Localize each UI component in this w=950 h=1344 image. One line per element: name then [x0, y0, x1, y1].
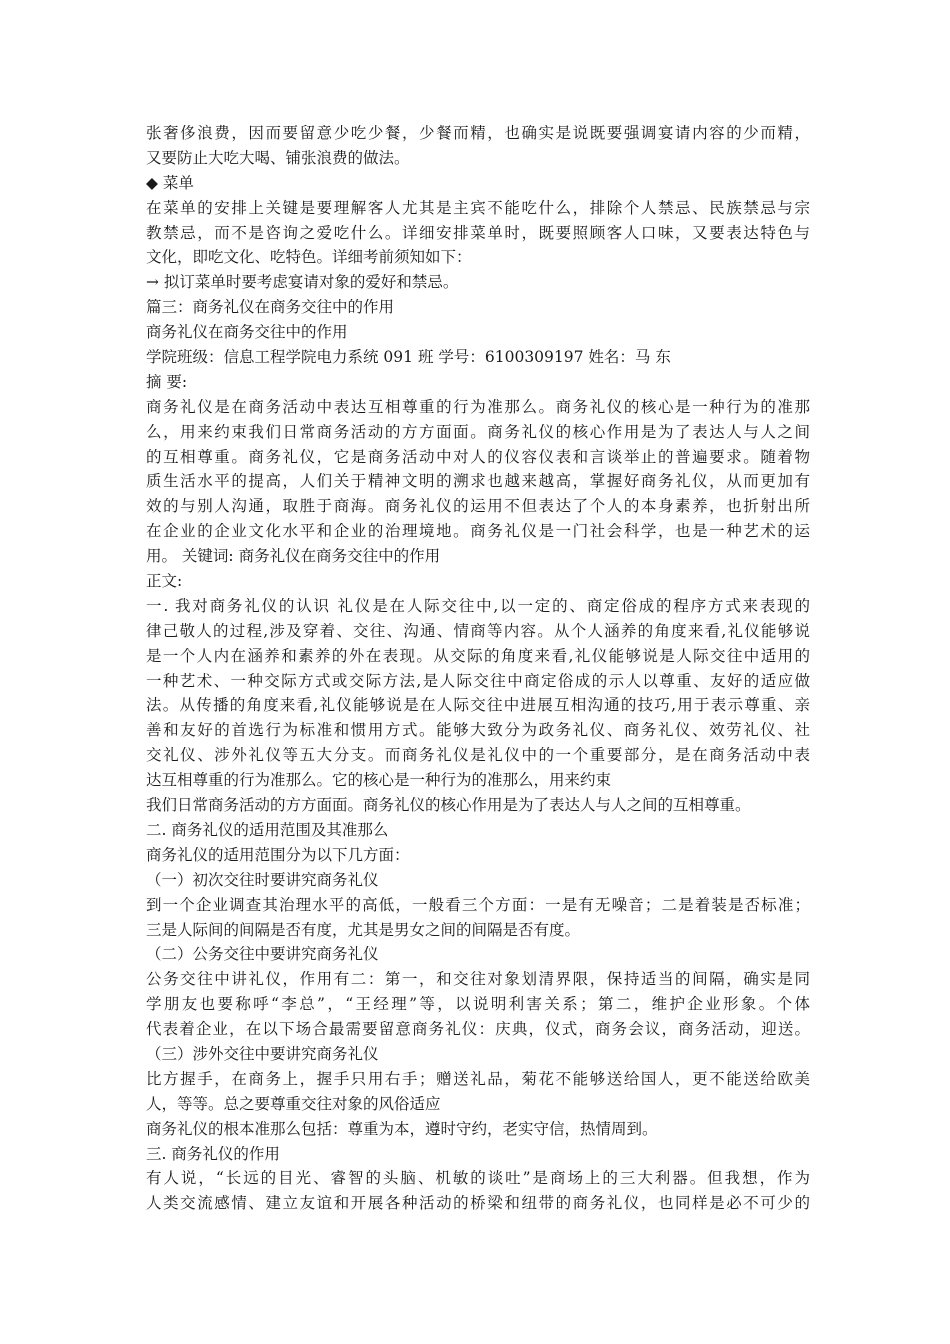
text-line: 人，等等。总之要尊重交往对象的风俗适应 — [146, 1094, 441, 1113]
text-line: 公务交往中讲礼仪，作用有二：第一，和交往对象划清界限，保持适当的间隔，确实是同 — [146, 970, 810, 989]
text-line: 律己敬人的过程,涉及穿着、交往、沟通、情商等内容。从个人涵养的角度来看,礼仪能够说 — [146, 621, 810, 640]
text-line: 又要防止大吃大喝、铺张浪费的做法。 — [146, 148, 410, 167]
text-line: 一种艺术、一种交际方式或交际方法,是人际交往中商定俗成的示人以尊重、友好的适应做 — [146, 671, 810, 690]
text-line: 是一个人内在涵养和素养的外在表现。从交际的角度来看,礼仪能够说是人际交往中适用的 — [146, 646, 810, 665]
text-line: 么，用来约束我们日常商务活动的方方面面。商务礼仪的核心作用是为了表达人与人之间 — [146, 422, 810, 441]
keywords-line: 用。 关键词: 商务礼仪在商务交往中的作用 — [146, 547, 441, 566]
text-line: 代表着企业，在以下场合最需要留意商务礼仪：庆典，仪式，商务会议，商务活动，迎送。 — [146, 1020, 810, 1039]
text-line: 效的与别人沟通，取胜于商海。商务礼仪的运用不但表达了个人的本身素养，也折射出所 — [146, 497, 810, 516]
article-heading: 篇三：商务礼仪在商务交往中的作用 — [146, 298, 395, 317]
text-line: 教禁忌，而不是咨询之爱吃什么。详细安排菜单时，既要照顾客人口味，又要表达特色与 — [146, 223, 810, 242]
section-heading-2: 二. 商务礼仪的适用范围及其准那么 — [146, 820, 389, 839]
abstract-label: 摘 要: — [146, 372, 188, 391]
text-line: 质生活水平的提高，人们关于精神文明的溯求也越来越高，掌握好商务礼仪，从而更加有 — [146, 472, 810, 491]
text-line: 到一个企业调查其治理水平的高低，一般看三个方面：一是有无噪音；二是着装是否标准； — [146, 895, 810, 914]
text-line: 学朋友也要称呼“李总”，“王经理”等，以说明利害关系；第二，维护企业形象。个体 — [146, 995, 810, 1014]
subsection-heading-1: （一）初次交往时要讲究商务礼仪 — [146, 870, 379, 889]
text-line: 法。从传播的角度来看,礼仪能够说是在人际交往中进展互相沟通的技巧,用于表示尊重、亲 — [146, 696, 810, 715]
text-line: 三是人际间的间隔是否有度，尤其是男女之间的间隔是否有度。 — [146, 920, 581, 939]
text-line: 在企业的企业文化水平和企业的治理境地。商务礼仪是一门社会科学，也是一种艺术的运 — [146, 522, 810, 541]
article-title: 商务礼仪在商务交往中的作用 — [146, 323, 348, 342]
section-heading-menu: ◆ 菜单 — [146, 173, 194, 192]
text-line: 商务礼仪的适用范围分为以下几方面： — [146, 845, 410, 864]
subsection-heading-2: （二）公务交往中要讲究商务礼仪 — [146, 945, 379, 964]
section-heading-3: 三. 商务礼仪的作用 — [146, 1144, 280, 1163]
text-line: 文化，即吃文化、吃特色。详细考前须知如下： — [146, 248, 472, 267]
text-line: 有人说，“长远的目光、睿智的头脑、机敏的谈吐”是商场上的三大利器。但我想，作为 — [146, 1169, 810, 1188]
text-line: 人类交流感情、建立友谊和开展各种活动的桥梁和纽带的商务礼仪，也同样是必不可少的 — [146, 1194, 810, 1213]
document-page — [146, 121, 810, 1216]
text-line: 比方握手，在商务上，握手只用右手；赠送礼品，菊花不能够送给国人，更不能送给欧美 — [146, 1069, 810, 1088]
text-line: 达互相尊重的行为准那么。它的核心是一种行为的准那么，用来约束 — [146, 771, 612, 790]
text-line: 在菜单的安排上关键是要理解客人尤其是主宾不能吃什么，排除个人禁忌、民族禁忌与宗 — [146, 198, 810, 217]
body-label: 正文: — [146, 572, 183, 591]
text-line: 的互相尊重。商务礼仪，它是商务活动中对人的仪容仪表和言谈举止的普遍要求。随着物 — [146, 447, 810, 466]
text-line: 商务礼仪的根本准那么包括：尊重为本，遵时守约，老实守信，热情周到。 — [146, 1119, 658, 1138]
author-info: 学院班级：信息工程学院电力系统 091 班 学号：6100309197 姓名：马 东 — [146, 348, 671, 367]
text-line: 一. 我对商务礼仪的认识 礼仪是在人际交往中,以一定的、商定俗成的程序方式来表现的 — [146, 596, 810, 615]
text-line: 交礼仪、涉外礼仪等五大分支。而商务礼仪是礼仪中的一个重要部分，是在商务活动中表 — [146, 746, 810, 765]
text-line: 善和友好的首选行为标准和惯用方式。能够大致分为政务礼仪、商务礼仪、效劳礼仪、社 — [146, 721, 810, 740]
subsection-heading-3: （三）涉外交往中要讲究商务礼仪 — [146, 1044, 379, 1063]
text-line: 我们日常商务活动的方方面面。商务礼仪的核心作用是为了表达人与人之间的互相尊重。 — [146, 796, 751, 815]
text-line: 张奢侈浪费，因而要留意少吃少餐，少餐而精，也确实是说既要强调宴请内容的少而精， — [146, 124, 810, 142]
text-line: 商务礼仪是在商务活动中表达互相尊重的行为准那么。商务礼仪的核心是一种行为的准那 — [146, 397, 810, 416]
bullet-item: → 拟订菜单时要考虑宴请对象的爱好和禁忌。 — [146, 273, 459, 292]
